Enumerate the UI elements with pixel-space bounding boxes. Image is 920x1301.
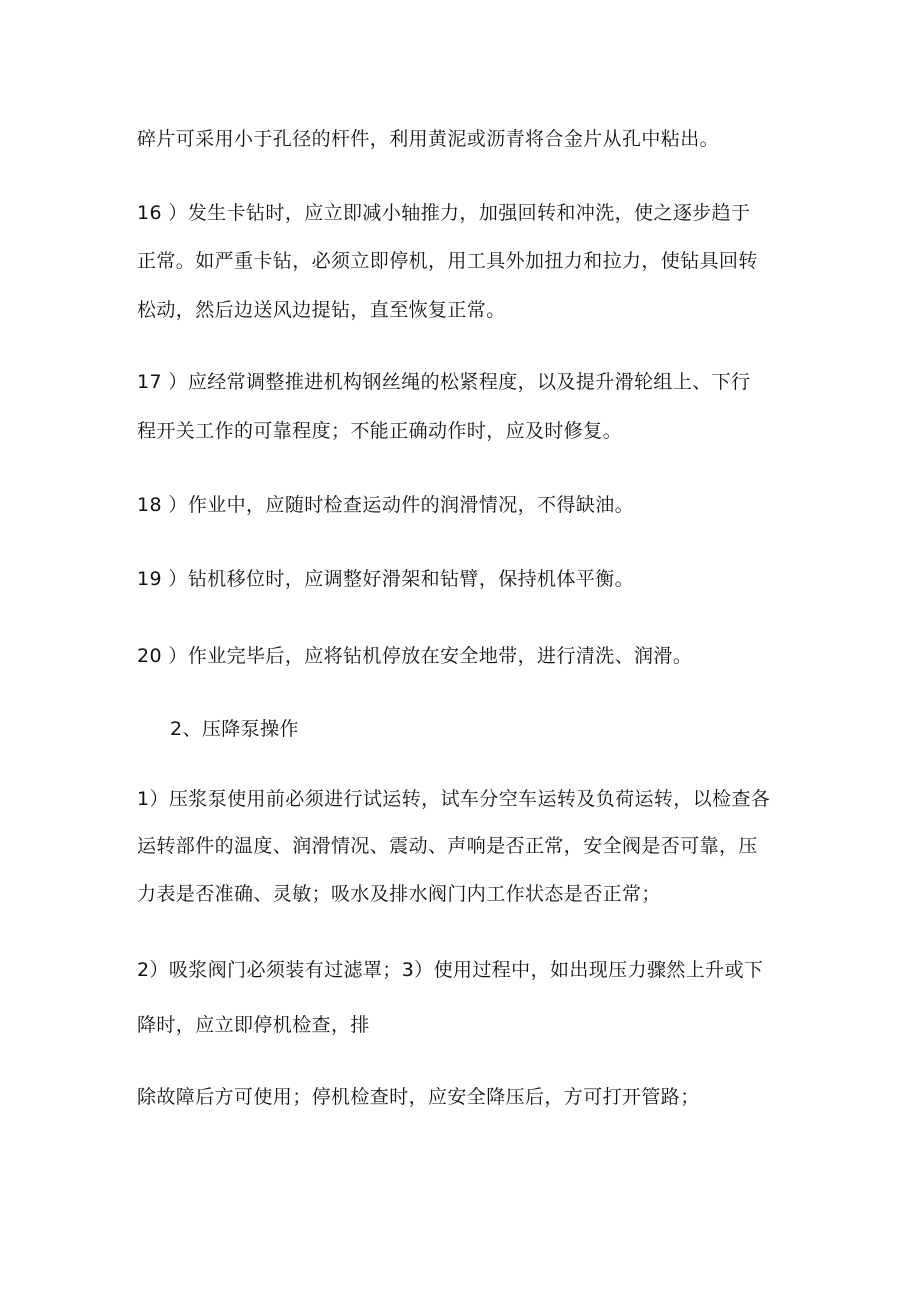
item-20-line: 20 ）作业完毕后，应将钻机停放在安全地带，进行清洗、润滑。 <box>137 645 693 667</box>
text-line: 松动，然后边送风边提钻，直至恢复正常。 <box>137 299 506 321</box>
item-16-line: 16 ）发生卡钻时，应立即减小轴推力，加强回转和冲洗，使之逐步趋于 <box>137 202 751 224</box>
item-17-line: 17 ）应经常调整推进机构钢丝绳的松紧程度，以及提升滑轮组上、下行 <box>137 371 751 393</box>
section-heading: 2、压降泵操作 <box>170 718 299 740</box>
text-line: 降时，应立即停机检查，排 <box>137 1014 370 1036</box>
text-line: 碎片可采用小于孔径的杆件，利用黄泥或沥青将合金片从孔中粘出。 <box>137 128 720 150</box>
pump-item-1-line: 1）压浆泵使用前必须进行试运转，试车分空车运转及负荷运转，以检查各 <box>137 788 771 810</box>
pump-item-2-line: 2）吸浆阀门必须装有过滤罩；3）使用过程中，如出现压力骤然上升或下 <box>137 959 764 981</box>
item-18-line: 18 ）作业中，应随时检查运动件的润滑情况，不得缺油。 <box>137 494 635 516</box>
text-line: 运转部件的温度、润滑情况、震动、声响是否正常，安全阀是否可靠，压 <box>137 835 758 857</box>
item-19-line: 19 ）钻机移位时，应调整好滑架和钻臂，保持机体平衡。 <box>137 568 635 590</box>
text-line: 正常。如严重卡钻，必须立即停机，用工具外加扭力和拉力，使钻具回转 <box>137 250 758 272</box>
text-line: 除故障后方可使用；停机检查时，应安全降压后，方可打开管路； <box>137 1086 700 1108</box>
text-line: 力表是否准确、灵敏；吸水及排水阀门内工作状态是否正常； <box>137 883 661 905</box>
text-line: 程开关工作的可靠程度；不能正确动作时，应及时修复。 <box>137 420 623 442</box>
